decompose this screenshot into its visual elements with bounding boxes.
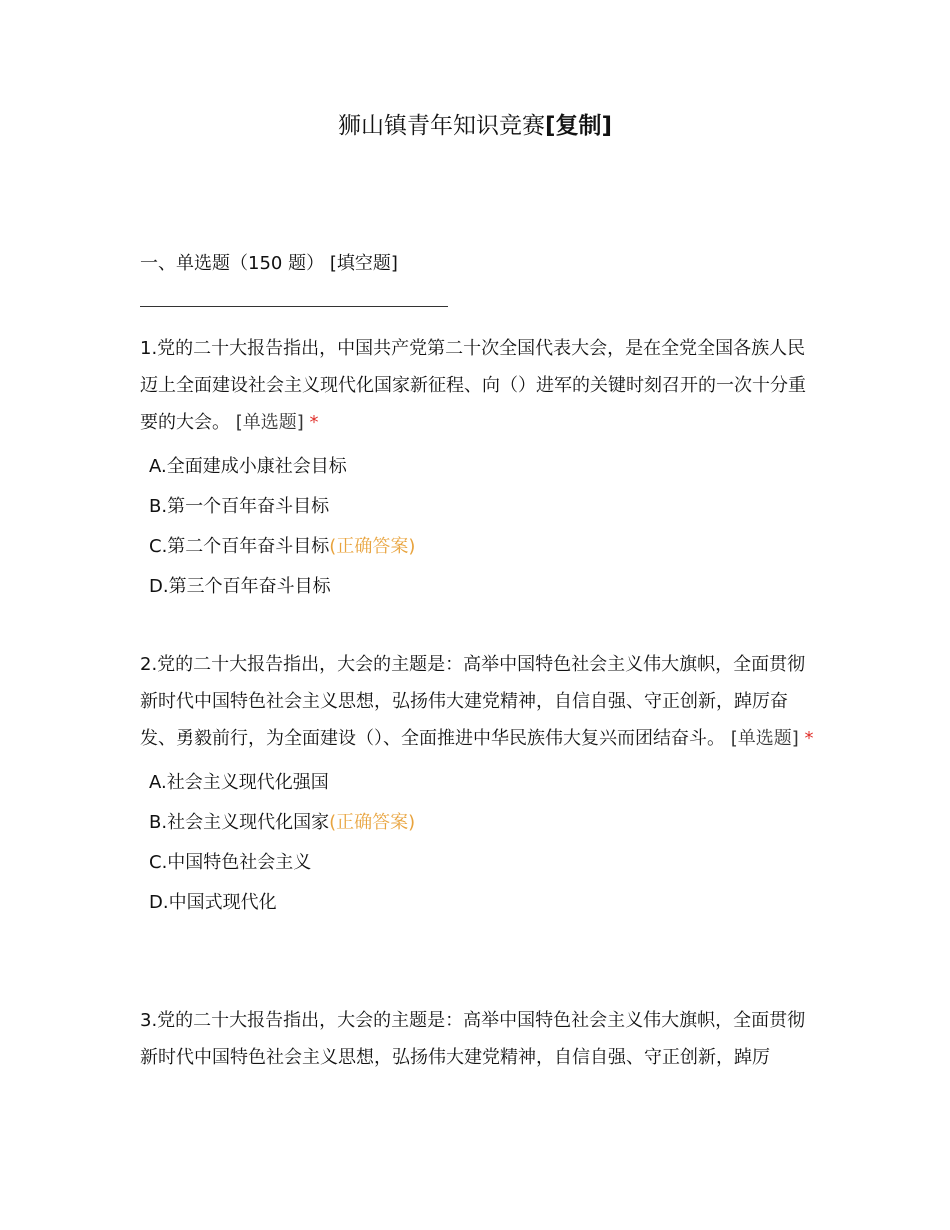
option-label: D.第三个百年奋斗目标 <box>149 576 331 597</box>
fill-blank-line <box>140 306 448 307</box>
option-b <box>149 803 820 843</box>
correct-answer-marker: (正确答案) <box>329 536 416 557</box>
option-label: D.中国式现代化 <box>149 892 277 913</box>
option-d <box>149 883 820 923</box>
question-3 <box>140 1002 820 1076</box>
question-2-text: 2.党的二十大报告指出，大会的主题是：高举中国特色社会主义伟大旗帜，全面贯彻新时代中国特色社会主义思想，弘扬伟大建党精神，自信自强、守正创新，踔厉奋发、勇毅前行，为全面建设（）、全面推进中华民族伟大复兴而团结奋斗。 <box>140 654 806 749</box>
question-text <box>140 646 820 757</box>
question-1-text: 1.党的二十大报告指出，中国共产党第二十次全国代表大会，是在全党全国各族人民迈上全面建设社会主义现代化国家新征程、向（）进军的关键时刻召开的一次十分重要的大会。 <box>140 338 806 433</box>
option-label: C.第二个百年奋斗目标 <box>149 536 330 557</box>
section-label: 一、单选题（150 题） <box>140 253 325 274</box>
option-c <box>149 843 820 883</box>
title-main: 狮山镇青年知识竞赛 <box>337 113 545 139</box>
section-type-tag: [填空题] <box>329 253 398 274</box>
option-list <box>140 763 820 923</box>
question-text <box>140 1002 820 1076</box>
required-marker: * <box>309 412 319 433</box>
option-label: B.社会主义现代化国家 <box>149 812 330 833</box>
correct-answer-marker: (正确答案) <box>329 812 416 833</box>
option-list <box>140 447 820 607</box>
question-2 <box>140 646 820 923</box>
question-1 <box>140 330 820 607</box>
option-a <box>149 763 820 803</box>
question-text <box>140 330 820 441</box>
required-marker: * <box>804 728 814 749</box>
question-type-tag: [单选题] <box>235 412 304 433</box>
option-c <box>149 527 820 567</box>
option-label: B.第一个百年奋斗目标 <box>149 496 330 517</box>
option-a <box>149 447 820 487</box>
question-3-text: 3.党的二十大报告指出，大会的主题是：高举中国特色社会主义伟大旗帜，全面贯彻新时代中国特色社会主义思想，弘扬伟大建党精神，自信自强、守正创新，踔厉 <box>140 1010 806 1068</box>
option-label: A.全面建成小康社会目标 <box>149 456 347 477</box>
question-type-tag: [单选题] <box>730 728 799 749</box>
title-suffix: [复制] <box>544 113 613 139</box>
option-label: A.社会主义现代化强国 <box>149 772 329 793</box>
option-label: C.中国特色社会主义 <box>149 852 312 873</box>
section-header <box>140 250 398 278</box>
page-title <box>0 110 950 142</box>
option-b <box>149 487 820 527</box>
option-d <box>149 567 820 607</box>
